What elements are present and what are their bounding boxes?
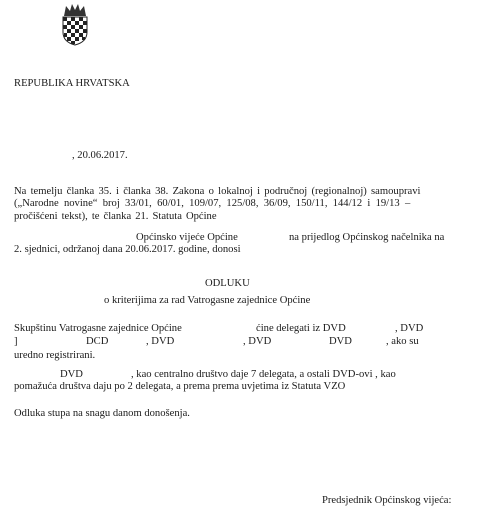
body-p1-line1c: , DVD <box>395 323 424 334</box>
body-p2-line2: pomažuća društva daju po 2 delegata, a prema prema uvjetima iz Statuta VZO <box>14 381 346 392</box>
preamble-line-5: 2. sjednici, održanoj dana 20.06.2017. godine, donosi <box>14 244 241 255</box>
body-p1-line2d: DVD <box>329 336 352 347</box>
document-date: , 20.06.2017. <box>72 150 128 161</box>
preamble-line-4b: na prijedlog Općinskog načelnika na <box>289 232 445 243</box>
body-p2-line1a: DVD <box>60 369 83 380</box>
body-p1-line2c: , DVD <box>243 336 272 347</box>
body-p3: Odluka stupa na snagu danom donošenja. <box>14 408 190 419</box>
body-p1-line2e: , ako su <box>386 336 419 347</box>
country-name: REPUBLIKA HRVATSKA <box>14 78 130 89</box>
body-p1-line1b: ćine delegati iz DVD <box>256 323 346 334</box>
body-p1-marker: ] <box>14 336 18 347</box>
signature-label: Predsjednik Općinskog vijeća: <box>322 495 452 506</box>
body-p1-line2a: DCD <box>86 336 109 347</box>
preamble-line-4a: Općinsko vijeće Općine <box>136 232 238 243</box>
preamble-line-3: pročišćeni tekst), te članka 21. Statuta Općine <box>14 211 217 222</box>
body-p1-line2b: , DVD <box>146 336 175 347</box>
decision-heading: ODLUKU <box>205 278 250 289</box>
body-p2-line1b: , kao centralno društvo daje 7 delegata, a ostali DVD-ovi , kao <box>131 369 396 380</box>
body-p1-line3: uredno registrirani. <box>14 350 96 361</box>
coat-of-arms-icon <box>62 2 88 46</box>
preamble-line-2: („Narodne novine“ broj 33/01, 60/01, 109/07, 125/08, 36/09, 150/11, 144/12 i 19/13 – <box>14 198 411 209</box>
decision-subheading: o kriterijima za rad Vatrogasne zajednice Općine <box>104 295 311 306</box>
body-p1-line1a: Skupštinu Vatrogasne zajednice Općine <box>14 323 182 334</box>
preamble-line-1: Na temelju članka 35. i članka 38. Zakona o lokalnoj i područnoj (regionalnoj) samoupravi <box>14 186 421 197</box>
